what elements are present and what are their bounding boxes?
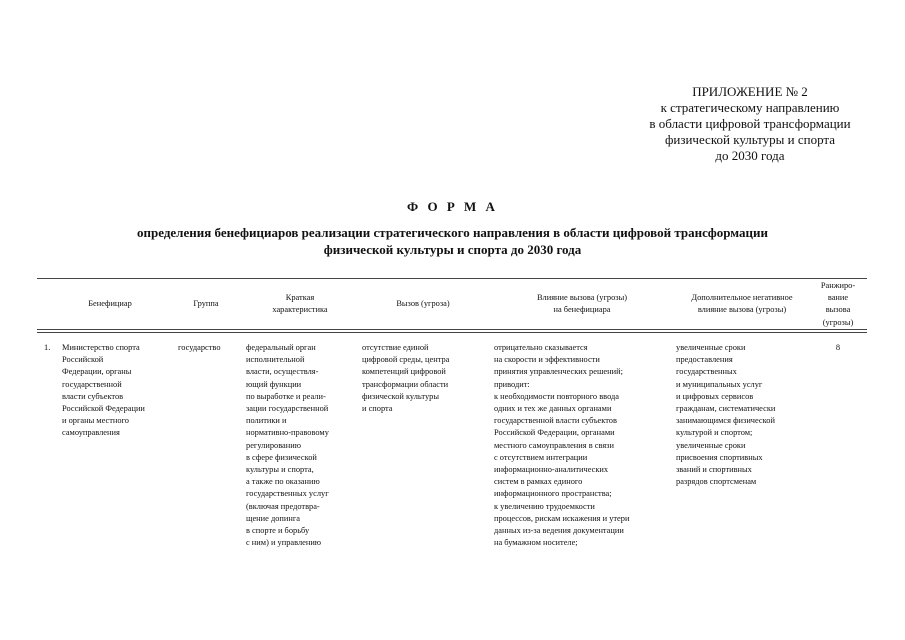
cell-line: щение допинга — [246, 513, 300, 523]
cell-group — [178, 342, 221, 354]
cell-line: званий и спортивных — [676, 465, 752, 475]
header-text: Ранжиро- — [820, 281, 856, 290]
cell-line: федеральный орган — [246, 343, 316, 352]
appendix-line: ПРИЛОЖЕНИЕ № 2 — [692, 84, 808, 99]
cell-line: процессов, рискам искажения и утери — [494, 513, 630, 523]
table-top-rule — [37, 278, 867, 279]
header-text: Влияние вызова (угрозы) — [536, 293, 628, 302]
cell-line: и цифровых сервисов — [676, 391, 754, 401]
cell-line: и спорта — [362, 404, 393, 414]
form-subtitle — [40, 224, 865, 258]
cell-line: Министерство спорта — [62, 343, 140, 352]
appendix-line: к стратегическому направлению — [660, 100, 840, 115]
cell-beneficiary — [62, 342, 145, 440]
cell-line: государственных — [676, 367, 737, 377]
cell-line: Российской Федерации, органами — [494, 428, 615, 438]
cell-line: ющий функции — [246, 379, 302, 389]
cell-line: государственной власти субъектов — [494, 416, 617, 426]
header-characteristic — [245, 292, 355, 316]
header-text: Группа — [193, 299, 219, 308]
header-bottom-rule — [37, 329, 867, 330]
cell-line: исполнительной — [246, 355, 305, 365]
cell-line: на скорости и эффективности — [494, 355, 600, 365]
header-text: на бенефициара — [553, 305, 611, 315]
header-text: характеристика — [272, 305, 328, 315]
header-impact — [492, 292, 672, 316]
header-bottom-rule-double — [37, 332, 867, 333]
cell-line: культурой и спортом; — [676, 428, 753, 438]
cell-line: присвоения спортивных — [676, 452, 763, 462]
cell-line: Российской — [62, 355, 104, 365]
header-beneficiary — [50, 298, 170, 310]
cell-line: увеличенные сроки — [676, 343, 746, 352]
cell-line: государственной — [62, 379, 122, 389]
cell-line: в спорте и борьбу — [246, 526, 310, 536]
header-text: вызова — [825, 305, 851, 315]
header-additional-impact — [672, 292, 812, 316]
appendix-line: в области цифровой трансформации — [649, 116, 851, 131]
cell-line: нормативно-правовому — [246, 428, 329, 438]
cell-impact — [494, 342, 629, 549]
appendix-block — [600, 84, 900, 164]
cell-line: по выработке и реали- — [246, 391, 326, 401]
subtitle-line: определения бенефициаров реализации стратегического направления в области цифровой трансформации — [137, 225, 768, 240]
header-group — [176, 298, 236, 310]
cell-line: государство — [178, 343, 221, 352]
cell-line: приводит: — [494, 379, 530, 389]
cell-ranking: 8 — [835, 343, 841, 352]
cell-line: отсутствие единой — [362, 343, 429, 352]
cell-line: политики и — [246, 416, 287, 426]
cell-line: в сфере физической — [246, 452, 317, 462]
cell-line: предоставления — [676, 355, 733, 365]
cell-line: к необходимости повторного ввода — [494, 391, 619, 401]
cell-line: и муниципальных услуг — [676, 379, 763, 389]
row-number: 1. — [44, 343, 51, 352]
cell-line: цифровой среды, центра — [362, 355, 450, 365]
cell-line: власти, осуществля- — [246, 367, 319, 377]
cell-characteristic — [246, 342, 329, 549]
cell-line: одних и тех же данных органами — [494, 404, 612, 414]
cell-line: Российской Федерации — [62, 404, 145, 414]
header-text: вание — [827, 293, 849, 303]
cell-challenge — [362, 342, 449, 415]
header-text: влияние вызова (угрозы) — [697, 305, 787, 315]
cell-line: зации государственной — [246, 404, 329, 414]
cell-line: принятия управленческих решений; — [494, 367, 623, 377]
cell-line: с ним) и управлению — [246, 538, 322, 548]
cell-line: самоуправления — [62, 428, 120, 438]
header-text: Краткая — [285, 293, 315, 302]
cell-line: отрицательно сказывается — [494, 343, 588, 352]
cell-line: (включая предотвра- — [246, 501, 320, 511]
cell-additional-impact — [676, 342, 775, 488]
cell-line: занимающимся физической — [676, 416, 775, 426]
cell-line: гражданам, систематически — [676, 404, 776, 414]
cell-line: на бумажном носителе; — [494, 538, 578, 548]
cell-line: государственных услуг — [246, 489, 329, 499]
cell-line: компетенций цифровой — [362, 367, 446, 377]
header-text: (угрозы) — [822, 317, 854, 327]
cell-line: разрядов спортсменам — [676, 477, 757, 487]
form-title: Ф О Р М А — [407, 199, 498, 214]
header-challenge — [358, 298, 488, 310]
appendix-line: до 2030 года — [715, 148, 785, 163]
header-text: Дополнительное негативное — [691, 293, 793, 302]
cell-line: к увеличению трудоемкости — [494, 501, 595, 511]
cell-line: и органы местного — [62, 416, 129, 426]
header-text: Вызов (угроза) — [396, 299, 450, 308]
cell-line: увеличенные сроки — [676, 440, 746, 450]
cell-line: регулированию — [246, 440, 301, 450]
header-text: Бенефициар — [88, 299, 132, 308]
subtitle-line: физической культуры и спорта до 2030 года — [323, 242, 582, 257]
appendix-line: физической культуры и спорта — [664, 132, 836, 147]
cell-line: информационного пространства; — [494, 489, 612, 499]
cell-line: трансформации области — [362, 379, 449, 389]
cell-line: физической культуры — [362, 391, 439, 401]
cell-line: власти субъектов — [62, 391, 124, 401]
cell-line: данных из-за ведения документации — [494, 526, 624, 536]
header-ranking — [812, 280, 864, 329]
cell-line: а также по оказанию — [246, 477, 320, 487]
cell-line: информационно-аналитических — [494, 465, 609, 475]
cell-line: с отсутствием интеграции — [494, 452, 588, 462]
cell-line: местного самоуправления в связи — [494, 440, 614, 450]
cell-line: систем в рамках единого — [494, 477, 583, 487]
cell-line: культуры и спорта, — [246, 465, 314, 475]
cell-line: Федерации, органы — [62, 367, 132, 377]
